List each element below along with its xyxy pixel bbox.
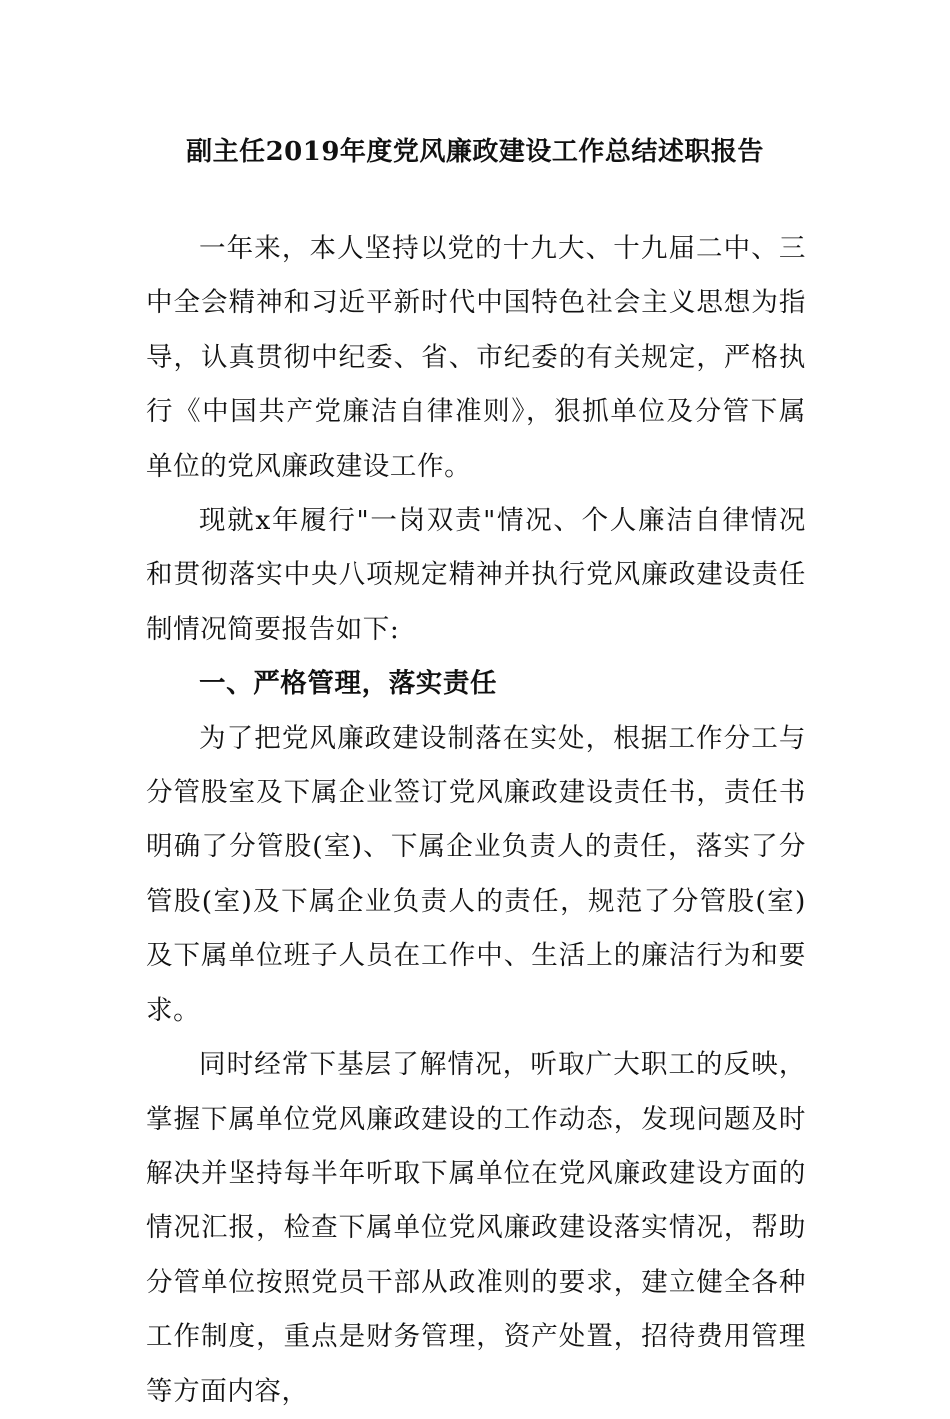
paragraph-responsibility: 为了把党风廉政建设制落在实处，根据工作分工与分管股室及下属企业签订党风廉政建设责任书，责任书明确了分管股(室)、下属企业负责人的责任，落实了分管股(室)及下属企业负责人的责任，规范了分管股(室)及下属单位班子人员在工作中、生活上的廉洁行为和要求。 [146,722,806,1026]
paragraph-grassroots: 同时经常下基层了解情况，听取广大职工的反映，掌握下属单位党风廉政建设的工作动态，发现问题及时解决并坚持每半年听取下属单位在党风廉政建设方面的情况汇报，检查下属单位党风廉政建设落实情况，帮助分管单位按照党员干部从政准则的要求，建立健全各种工作制度，重点是财务管理，资产处置，招待费用管理等方面内容， [146,1049,806,1407]
paragraph-report-scope: 现就x年履行"一岗双责"情况、个人廉洁自律情况和贯彻落实中央八项规定精神并执行党风廉政建设责任制情况简要报告如下: [146,505,806,645]
document-title: 副主任2019年度党风廉政建设工作总结述职报告 [186,137,764,167]
paragraph-intro: 一年来，本人坚持以党的十九大、十九届二中、三中全会精神和习近平新时代中国特色社会主义思想为指导，认真贯彻中纪委、省、市纪委的有关规定，严格执行《中国共产党廉洁自律准则》，狠抓单位及分管下属单位的党风廉政建设工作。 [146,233,806,482]
document-body [146,222,806,1419]
section-heading-1: 一、严格管理，落实责任 [199,668,498,700]
